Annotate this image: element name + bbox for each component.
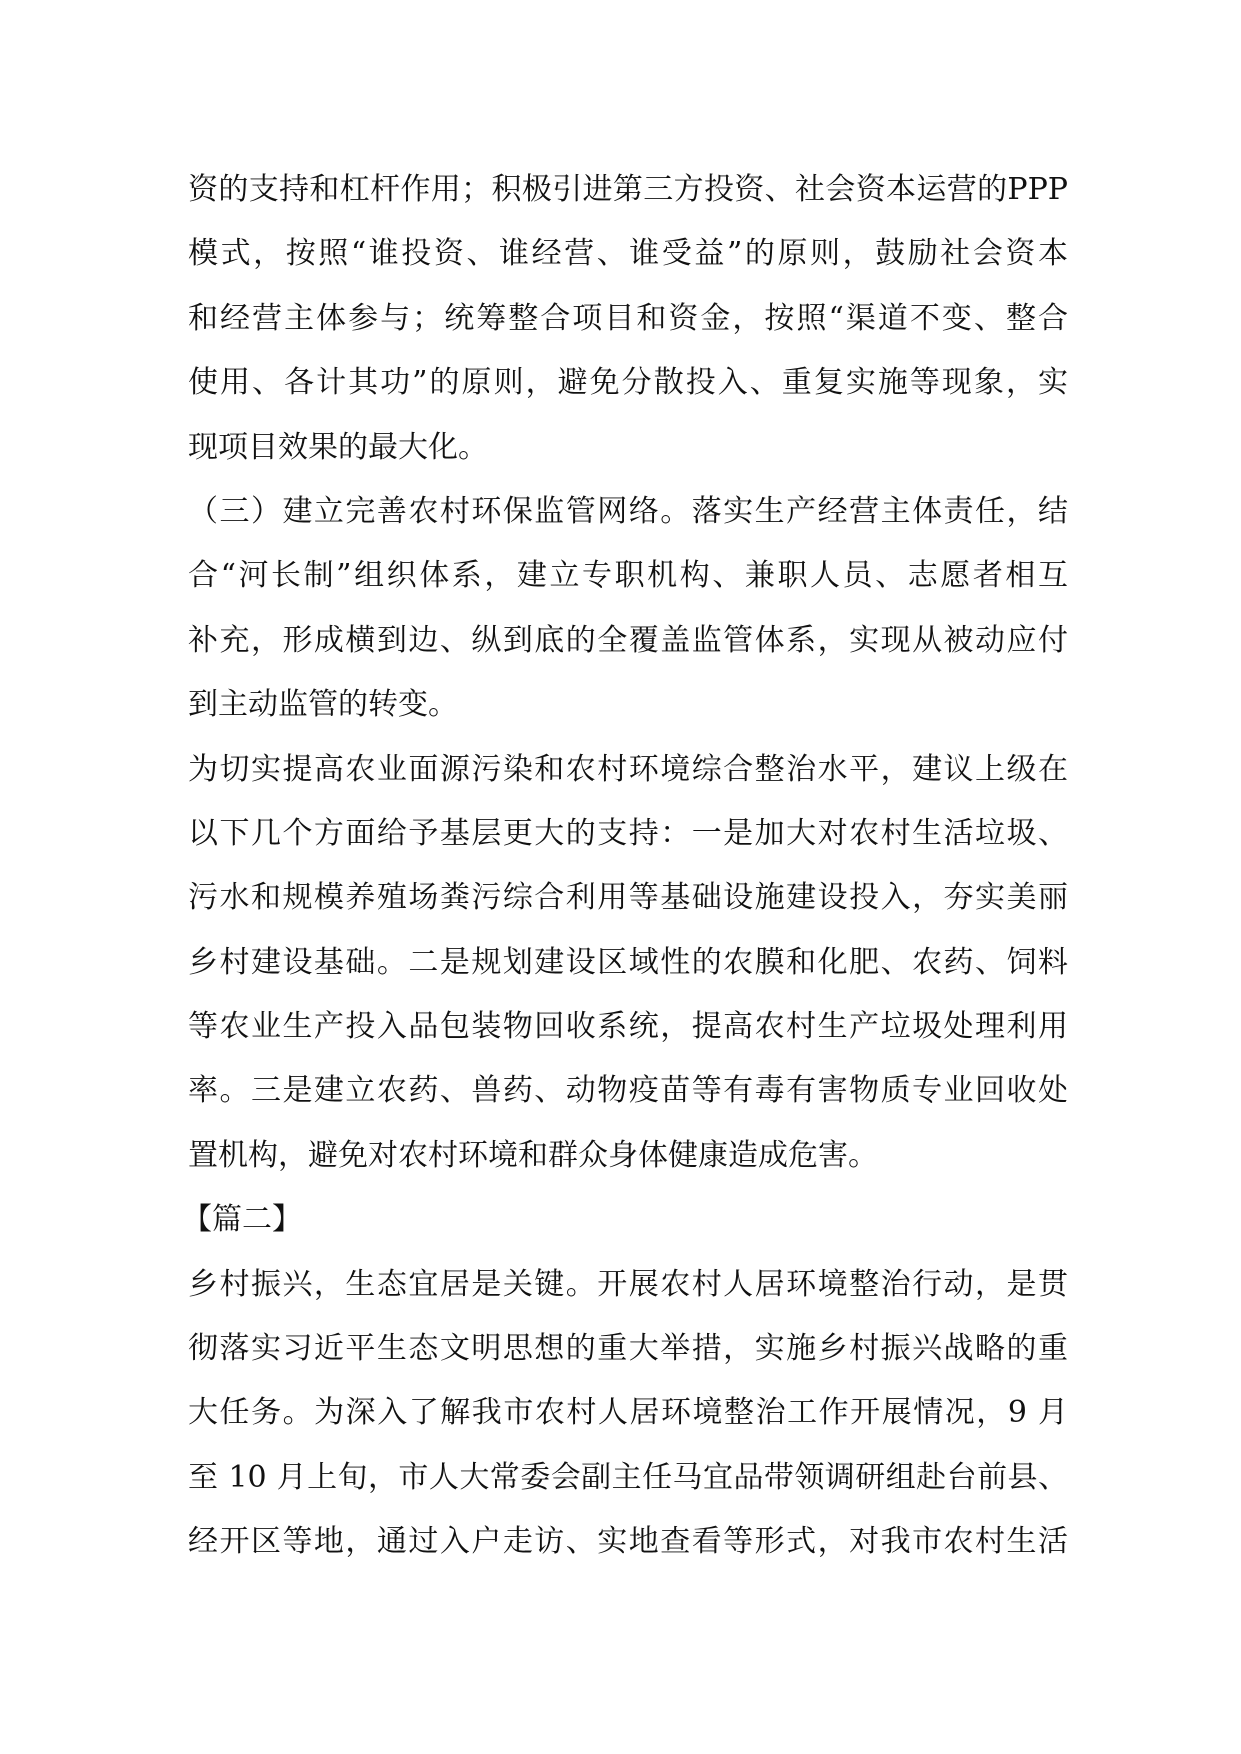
text-line: 乡村建设基础。二是规划建设区域性的农膜和化肥、农药、饲料 [188,944,1068,980]
text-line: 资的支持和杠杆作用；积极引进第三方投资、社会资本运营的PPP [188,172,1068,207]
text-line: 彻落实习近平生态文明思想的重大举措，实施乡村振兴战略的重 [188,1331,1068,1367]
text-line: 至 10 月上旬，市人大常委会副主任马宜品带领调研组赴台前县、 [188,1459,1068,1495]
text-line: 率。三是建立农药、兽药、动物疫苗等有毒有害物质专业回收处 [188,1073,1068,1109]
text-line: 经开区等地，通过入户走访、实地查看等形式，对我市农村生活 [188,1524,1068,1560]
text-line: 污水和规模养殖场粪污综合利用等基础设施建设投入，夯实美丽 [188,880,1068,916]
text-line: 等农业生产投入品包装物回收系统，提高农村生产垃圾处理利用 [188,1009,1068,1045]
text-line: 和经营主体参与；统筹整合项目和资金，按照“渠道不变、整合 [188,300,1068,336]
text-line: 置机构，避免对农村环境和群众身体健康造成危害。 [188,1137,878,1173]
text-line: 现项目效果的最大化。 [188,429,488,465]
chapter-heading: 【篇二】 [182,1202,302,1238]
document-body [182,158,1068,1575]
text-line: 使用、各计其功”的原则，避免分散投入、重复实施等现象，实 [188,365,1068,401]
text-line: 大任务。为深入了解我市农村人居环境整治工作开展情况，9 月 [188,1395,1068,1431]
text-line: 以下几个方面给予基层更大的支持：一是加大对农村生活垃圾、 [188,815,1068,851]
text-line: 到主动监管的转变。 [188,687,458,723]
text-line: 为切实提高农业面源污染和农村环境综合整治水平，建议上级在 [188,751,1068,787]
text-line: 合“河长制”组织体系，建立专职机构、兼职人员、志愿者相互 [188,558,1068,594]
text-line: 模式，按照“谁投资、谁经营、谁受益”的原则，鼓励社会资本 [188,236,1068,272]
text-line: 补充，形成横到边、纵到底的全覆盖监管体系，实现从被动应付 [188,622,1068,658]
section-heading-line: （三）建立完善农村环保监管网络。落实生产经营主体责任，结 [188,493,1068,529]
text-line: 乡村振兴，生态宜居是关键。开展农村人居环境整治行动，是贯 [188,1266,1068,1302]
